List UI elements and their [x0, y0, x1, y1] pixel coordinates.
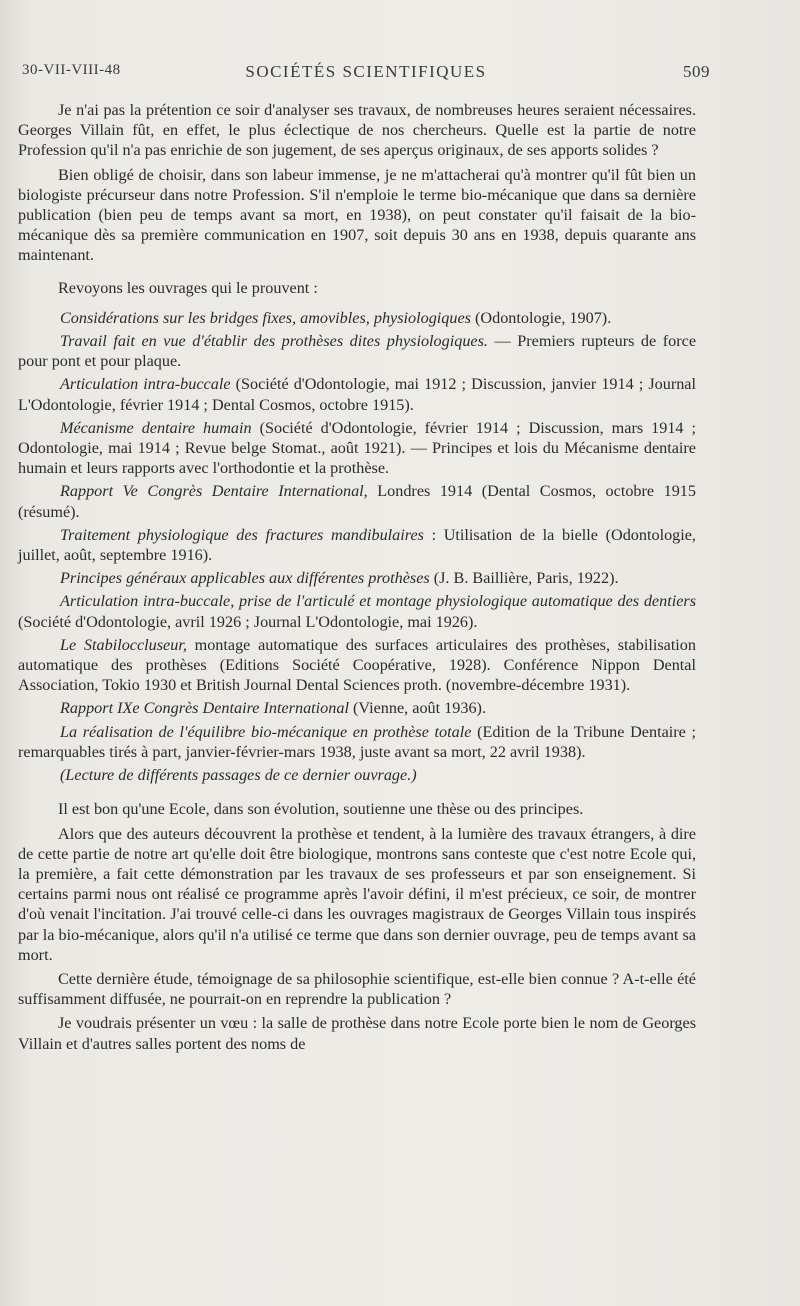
reference-item [18, 722, 696, 762]
lecture-note: (Lecture de différents passages de ce dernier ouvrage.) [60, 766, 417, 785]
reference-title: Traitement physiologique des fractures mandibulaires [60, 525, 424, 544]
reference-details: (Société d'Odontologie, mai 1912 ; Discussion, janvier 1914 ; Journal L'Odontologie, février 1914 ; Dental Cosmos, octobre 1915). [18, 375, 696, 414]
reference-title: Travail fait en vue d'établir des prothèses dites physiologiques. [60, 332, 488, 351]
reference-title: Articulation intra-buccale, prise de l'articulé et montage physiologique automatique des dentiers [60, 592, 696, 611]
reference-details: — Premiers rupteurs de force pour pont et pour plaque. [18, 332, 696, 371]
reference-details: (Edition de la Tribune Dentaire ; remarquables tirés à part, janvier-février-mars 1938, juste avant sa mort, 22 avril 1938). [18, 722, 696, 761]
reference-item [18, 568, 696, 588]
reference-item [18, 591, 696, 631]
reference-title: Articulation intra-buccale [60, 375, 231, 394]
reference-details: (Vienne, août 1936). [348, 699, 486, 718]
reference-details: (J. B. Baillière, Paris, 1922). [429, 569, 619, 588]
reference-item [18, 698, 696, 718]
reference-item [18, 525, 696, 565]
paragraph: Cette dernière étude, témoignage de sa philosophie scientifique, est-elle bien connue ? A-t-elle été suffisamment diffusée, ne pourrait-on en reprendre la publication ? [18, 969, 696, 1009]
paragraph: Bien obligé de choisir, dans son labeur immense, je ne m'attacherai qu'à montrer qu'il fût bien un biologiste précurseur dans notre Profession. S'il n'emploie le terme bio-mécanique que dans sa dernière publication (bien peu de temps avant sa mort, en 1938), on peut constater qu'il faisait de la bio-mécanique dès sa première communication en 1907, soit depuis 30 ans en 1938, depuis quarante ans maintenant. [18, 165, 696, 265]
reference-details: montage automatique des surfaces articulaires des prothèses, stabilisation automatique des prothèses (Editions Société Coopérative, 1928). Conférence Nippon Dental Association, Tokio 1930 et British Journal Dental Sciences proth. (novembre-décembre 1931). [18, 635, 696, 695]
reference-title: Le Stabiloccluseur, [60, 635, 187, 654]
reference-title: La réalisation de l'équilibre bio-mécanique en prothèse totale [60, 722, 472, 741]
reference-item [18, 418, 696, 479]
page-header [22, 62, 710, 86]
paragraph: Alors que des auteurs découvrent la prothèse et tendent, à la lumière des travaux étrangers, à dire de cette partie de notre art qu'elle doit être biologique, montrons sans conteste que c'est notre Ecole qui, la première, a fait cette démonstration par les travaux de ses professeurs et par son enseignement. Si certains parmi nous ont réalisé ce programme après l'avoir défini, il m'est précieux, ce soir, de montrer d'où venait l'incitation. J'ai trouvé celle-ci dans les ouvrages magistraux de Georges Villain tous inspirés par la bio-mécanique, alors qu'il n'a utilisé ce terme que dans son dernier ouvrage, peu de temps avant sa mort. [18, 824, 696, 964]
reference-details: Londres 1914 (Dental Cosmos, octobre 1915 (résumé). [18, 482, 696, 521]
reference-details: : Utilisation de la bielle (Odontologie, juillet, août, septembre 1916). [18, 525, 696, 565]
reference-title: Principes généraux applicables aux différentes prothèses [60, 569, 430, 588]
reference-item [18, 308, 696, 328]
reference-details: (Société d'Odontologie, février 1914 ; Discussion, mars 1914 ; Odontologie, mai 1914 ; Revue belge Stomat., août 1921). — Principes et lois du Mécanisme dentaire humain et leurs rapports avec l'orthodontie et la prothèse. [18, 418, 696, 478]
reference-list [18, 308, 696, 762]
paragraph: Je n'ai pas la prétention ce soir d'analyser ses travaux, de nombreuses heures seraient nécessaires. Georges Villain fût, en effet, le plus éclectique de nos chercheurs. Quelle est la partie de notre Profession qu'il n'a pas enrichie de son jugement, de ses aperçus originaux, de ses apports solides ? [18, 101, 696, 160]
reference-details: (Société d'Odontologie, avril 1926 ; Journal L'Odontologie, mai 1926). [18, 612, 478, 631]
reference-title: Mécanisme dentaire humain [60, 418, 252, 437]
paragraph: Il est bon qu'une Ecole, dans son évolution, soutienne une thèse ou des principes. [58, 800, 584, 819]
reference-item [18, 374, 696, 414]
reference-item [18, 635, 696, 696]
reference-title: Considérations sur les bridges fixes, amovibles, physiologiques [60, 308, 471, 327]
reference-title: Rapport IXe Congrès Dentaire International [60, 699, 349, 718]
paragraph: Revoyons les ouvrages qui le prouvent : [58, 278, 318, 297]
reference-details: (Odontologie, 1907). [470, 308, 612, 327]
header-date: 30-VII-VIII-48 [22, 62, 121, 78]
reference-item [18, 331, 696, 371]
reference-title: Rapport Ve Congrès Dentaire International, [60, 482, 368, 501]
body-text [18, 100, 696, 1058]
reference-item [18, 481, 696, 521]
paragraph: Je voudrais présenter un vœu : la salle de prothèse dans notre Ecole porte bien le nom de Georges Villain et d'autres salles portent des noms de [18, 1014, 696, 1053]
page-number: 509 [683, 62, 710, 81]
running-title: SOCIÉTÉS SCIENTIFIQUES [245, 62, 487, 81]
